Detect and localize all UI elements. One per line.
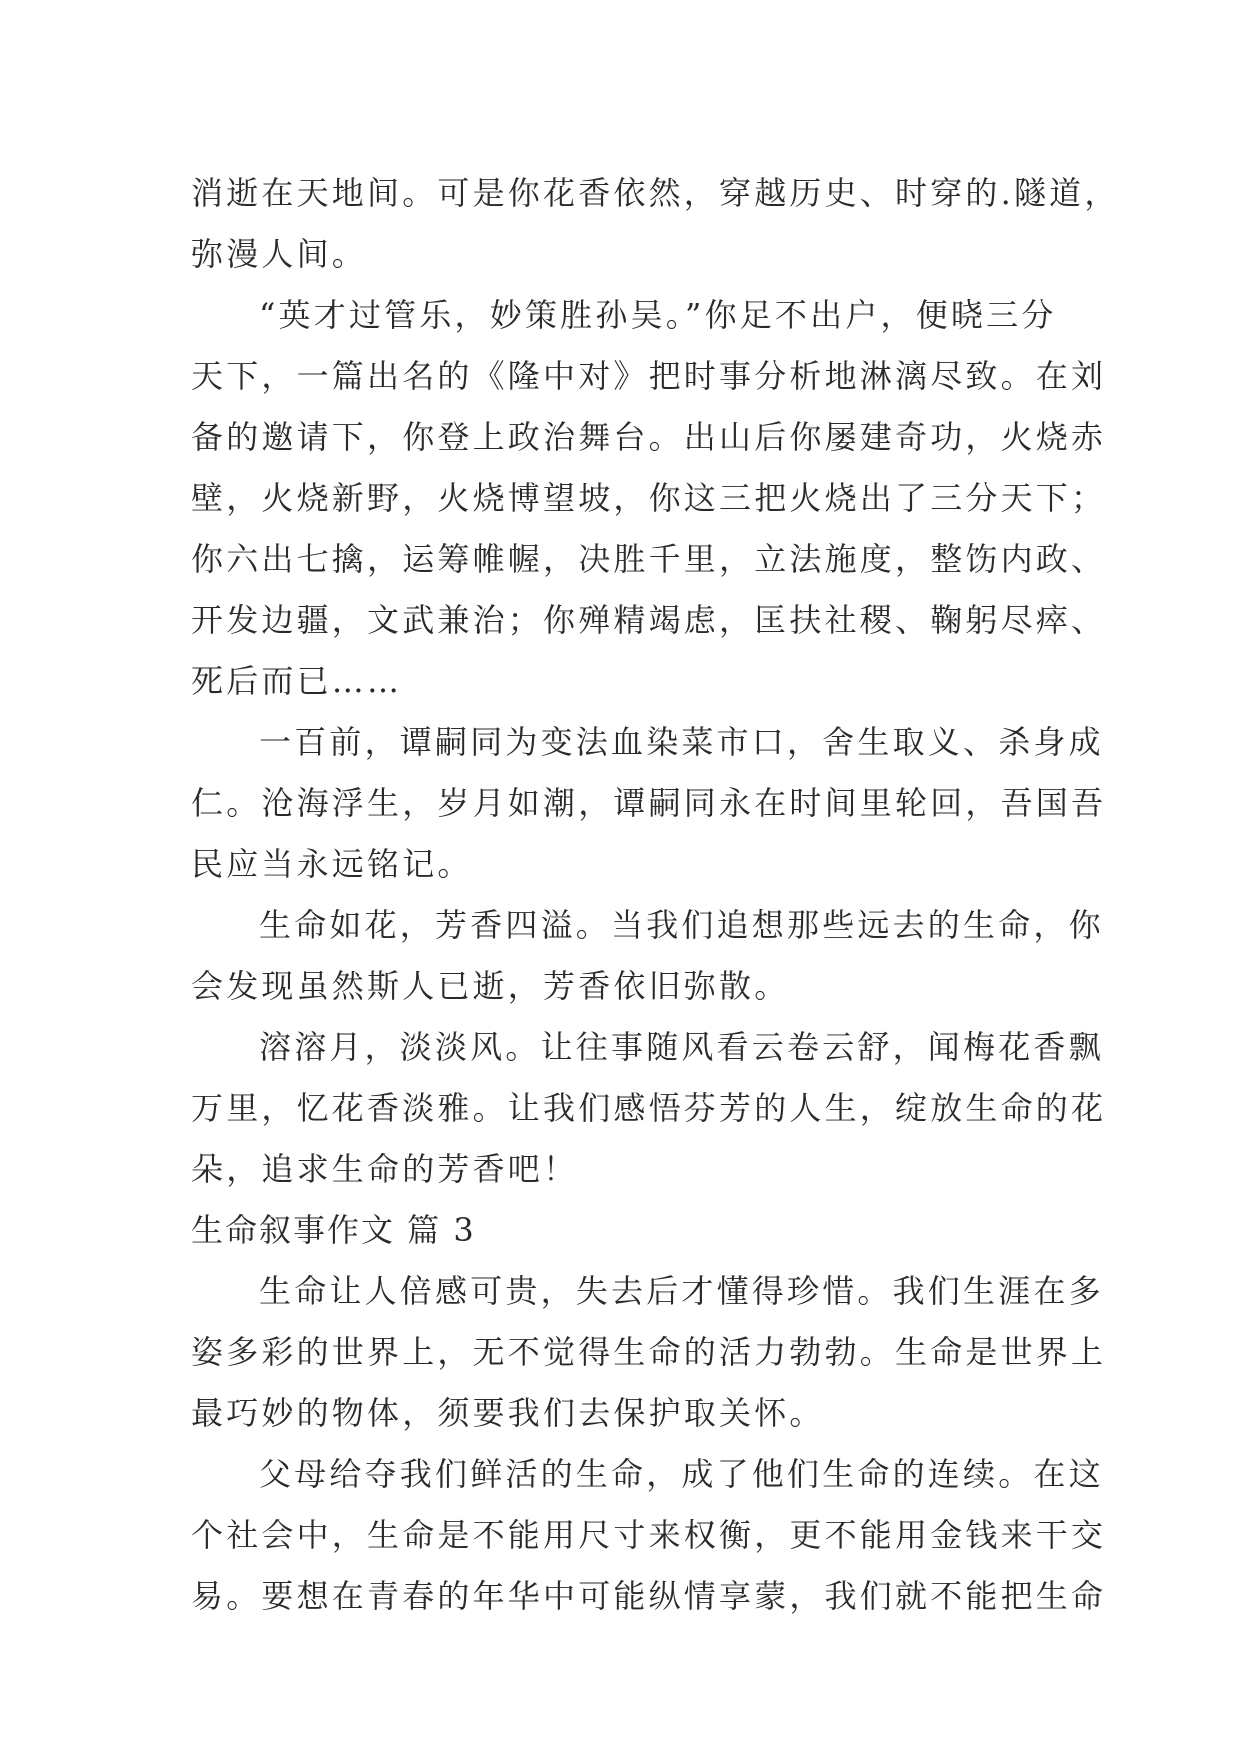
paragraph-7 [191, 1444, 1107, 1627]
paragraph-4 [191, 895, 1104, 1017]
paragraph-1 [191, 163, 1120, 285]
text-line: 仁。沧海浮生，岁月如潮，谭嗣同永在时间里轮回，吾国吾 [191, 784, 1107, 822]
text-line: 死后而已…… [191, 662, 403, 700]
text-line: 会发现虽然斯人已逝，芳香依旧弥散。 [191, 967, 790, 1005]
text-line: 万里，忆花香淡雅。让我们感悟芬芳的人生，绽放生命的花 [191, 1089, 1107, 1127]
paragraph-5 [191, 1017, 1107, 1200]
text-line: 生命让人倍感可贵，失去后才懂得珍惜。我们生涯在多 [259, 1272, 1104, 1310]
text-line: 最巧妙的物体，须要我们去保护取关怀。 [191, 1394, 825, 1432]
section-heading: 生命叙事作文 篇 3 [191, 1211, 476, 1249]
text-line: 你六出七擒，运筹帷幄，决胜千里，立法施度，整饬内政、 [191, 540, 1107, 578]
text-line: 消逝在天地间。可是你花香依然，穿越历史、时穿的.隧道， [191, 174, 1120, 212]
text-line: 弥漫人间。 [191, 235, 368, 273]
text-line: 壁，火烧新野，火烧博望坡，你这三把火烧出了三分天下； [191, 479, 1107, 517]
text-line: 一百前，谭嗣同为变法血染菜市口，舍生取义、杀身成 [259, 723, 1104, 761]
text-line: 备的邀请下，你登上政治舞台。出山后你屡建奇功，火烧赤 [191, 418, 1107, 456]
text-line: 父母给夺我们鲜活的生命，成了他们生命的连续。在这 [259, 1455, 1104, 1493]
text-line: 开发边疆，文武兼治；你殚精竭虑，匡扶社稷、鞠躬尽瘁、 [191, 601, 1107, 639]
text-line: 易。要想在青春的年华中可能纵情享蒙，我们就不能把生命 [191, 1577, 1107, 1615]
text-line: 朵，追求生命的芳香吧！ [191, 1150, 579, 1188]
text-line: 民应当永远铭记。 [191, 845, 473, 883]
text-line: 生命如花，芳香四溢。当我们追想那些远去的生命，你 [259, 906, 1104, 944]
paragraph-3 [191, 712, 1107, 895]
text-line: 姿多彩的世界上，无不觉得生命的活力勃勃。生命是世界上 [191, 1333, 1107, 1371]
text-line: 个社会中，生命是不能用尺寸来权衡，更不能用金钱来干交 [191, 1516, 1107, 1554]
text-line: 溶溶月，淡淡风。让往事随风看云卷云舒，闻梅花香飘 [259, 1028, 1104, 1066]
text-line: 天下，一篇出名的《隆中对》把时事分析地淋漓尽致。在刘 [191, 357, 1107, 395]
document-body [191, 163, 1120, 1627]
paragraph-6 [191, 1261, 1107, 1444]
text-line: “英才过管乐，妙策胜孙吴。”你足不出户，便晓三分 [259, 296, 1057, 334]
paragraph-2 [191, 285, 1107, 712]
